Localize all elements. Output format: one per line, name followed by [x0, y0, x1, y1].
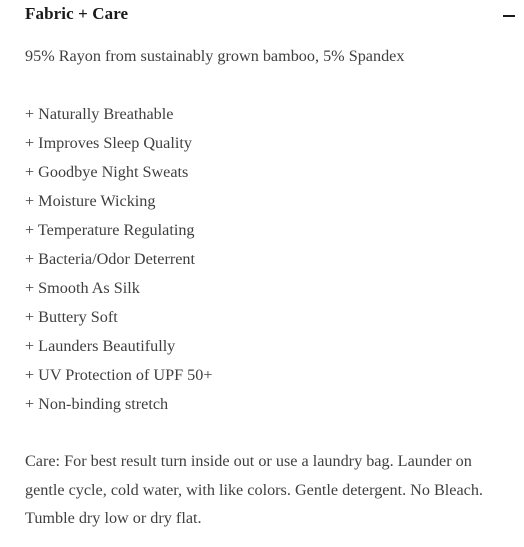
accordion-header[interactable] [0, 0, 524, 34]
feature-item: + Improves Sleep Quality [25, 134, 192, 152]
feature-item: + Naturally Breathable [25, 105, 174, 123]
feature-item: + Buttery Soft [25, 308, 118, 326]
fabric-composition: 95% Rayon from sustainably grown bamboo, 5% Spandex [25, 47, 405, 65]
minus-icon[interactable] [503, 15, 515, 17]
feature-item: + Bacteria/Odor Deterrent [25, 250, 196, 268]
feature-item: + Launders Beautifully [25, 337, 176, 355]
care-instructions: Care: For best result turn inside out or use a laundry bag. Launder on gentle cycle, cold water, with like colors. Gentle detergent. No Bleach. Tumble dry low or dry flat. [25, 452, 483, 527]
feature-item: + Smooth As Silk [25, 279, 140, 297]
feature-item: + UV Protection of UPF 50+ [25, 366, 213, 384]
feature-item: + Non-binding stretch [25, 395, 169, 413]
feature-list [25, 103, 212, 422]
feature-item: + Moisture Wicking [25, 192, 156, 210]
feature-item: + Temperature Regulating [25, 221, 195, 239]
feature-item: + Goodbye Night Sweats [25, 163, 189, 181]
accordion-title: Fabric + Care [25, 4, 129, 23]
accordion-content [25, 45, 515, 527]
